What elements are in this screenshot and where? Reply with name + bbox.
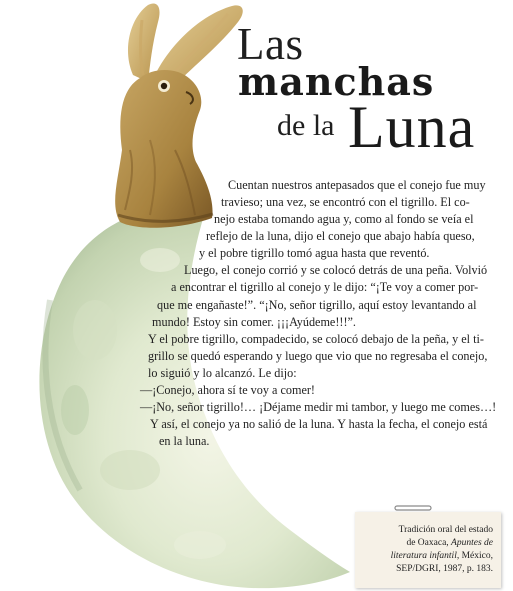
story-line: Y el pobre tigrillo, compadecido, se colocó debajo de la peña, y el ti- xyxy=(148,332,484,346)
story-line: —¡No, señor tigrillo!… ¡Déjame medir mi tambor, y luego me comes…! xyxy=(140,400,497,414)
credit-line-4: SEP/DGRI, 1987, p. 183. xyxy=(396,564,493,574)
story-line: reflejo de la luna, dijo el conejo que abajo había queso, xyxy=(206,229,475,243)
credit-line-3-italic: literatura infantil, xyxy=(390,551,460,561)
story-line: Y así, el conejo ya no salió de la luna. Y hasta la fecha, el conejo está xyxy=(150,417,488,431)
story-line: en la luna. xyxy=(159,434,210,448)
rabbit-ear-left xyxy=(128,4,160,82)
story-line: mundo! Estoy sin comer. ¡¡¡Ayúdeme!!!”. xyxy=(152,315,356,329)
story-line: y el pobre tigrillo tomó agua hasta que reventó. xyxy=(199,246,430,260)
story-line: Luego, el conejo corrió y se colocó detrás de una peña. Volvió xyxy=(184,263,488,277)
title-line-4: Luna xyxy=(348,94,476,160)
story-line: nejo estaba tomando agua y, como al fondo se veía el xyxy=(214,212,474,226)
title-line-1: Las xyxy=(237,19,304,69)
credit-line-1: Tradición oral del estado xyxy=(398,525,493,535)
story-line: que me engañaste!”. “¡No, señor tigrillo, aquí estoy levantando al xyxy=(157,298,477,312)
title-line-2: manchas xyxy=(238,59,435,104)
credit-line-2-prefix: de Oaxaca, xyxy=(406,538,452,548)
credit-line-2-italic: Apuntes de xyxy=(451,538,493,548)
source-credit-card xyxy=(355,512,501,588)
paper-clip-icon xyxy=(394,505,432,511)
story-line: —¡Conejo, ahora sí te voy a comer! xyxy=(140,383,315,397)
rabbit-body xyxy=(115,70,212,228)
title-line-3: de la xyxy=(277,109,335,142)
story-line: a encontrar el tigrillo al conejo y le dijo: “¡Te voy a comer por- xyxy=(171,280,479,294)
story-line: grillo se quedó esperando y luego que vio que no regresaba el conejo, xyxy=(148,349,488,363)
story-line: lo siguió y lo alcanzó. Le dijo: xyxy=(148,366,297,380)
story-line: Cuentan nuestros antepasados que el conejo fue muy xyxy=(228,178,486,192)
credit-line-2 xyxy=(406,537,493,550)
credit-line-3 xyxy=(391,550,493,563)
credit-line-3-suffix: México, xyxy=(459,551,493,561)
story-line: travieso; una vez, se encontró con el tigrillo. El co- xyxy=(221,195,470,209)
